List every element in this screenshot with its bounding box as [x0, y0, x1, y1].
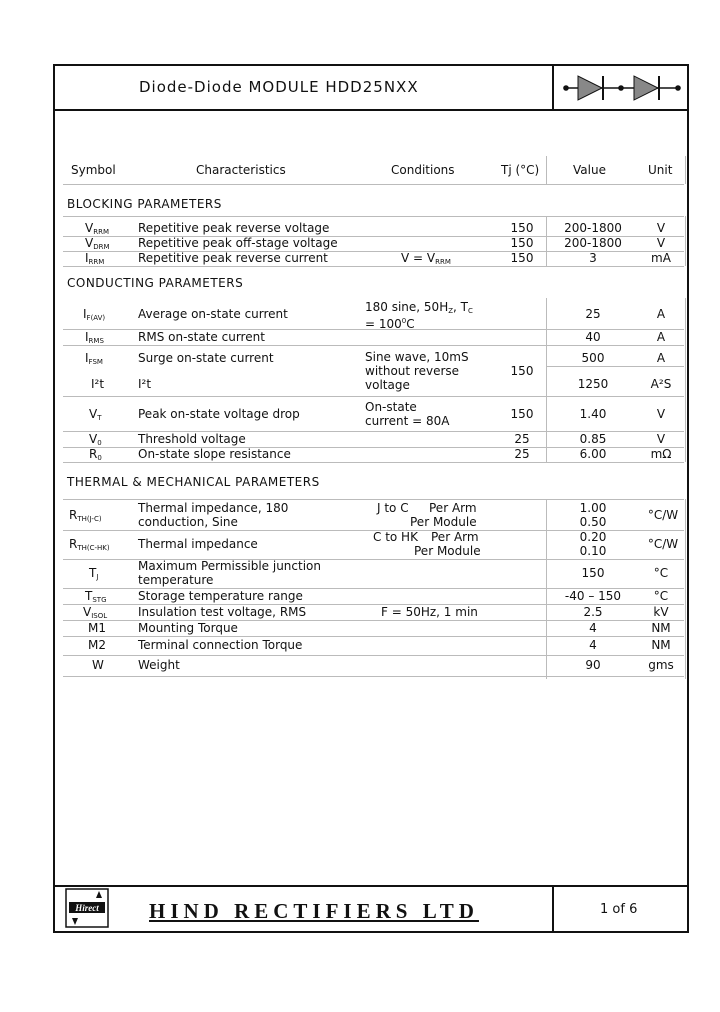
table-cell: 150: [510, 236, 534, 250]
sym-m2: M2: [88, 638, 106, 652]
table-cell: V: [656, 236, 666, 250]
table-cell: °C: [653, 566, 669, 580]
table-cell: 150: [510, 221, 534, 235]
table-cell: 200-1800: [564, 221, 622, 235]
table-cell: A²S: [650, 377, 672, 391]
footer-rule: [55, 885, 687, 887]
table-cell: 0.10: [579, 544, 607, 558]
col-conditions: Conditions: [391, 163, 455, 177]
sym-vrrm: $V_{RRM}$: [85, 221, 109, 236]
svg-text:Hirect: Hirect: [75, 903, 99, 913]
table-rule: [63, 636, 684, 637]
sym-irrm: $I_{RRM}$: [85, 251, 105, 266]
section-blocking: BLOCKING PARAMETERS: [67, 197, 222, 211]
table-cell: V: [656, 407, 666, 421]
table-cell: Storage temperature range: [138, 589, 303, 603]
table-cell: Mounting Torque: [138, 621, 238, 635]
company-name: HIND RECTIFIERS LTD: [149, 899, 479, 923]
table-cell: RMS on-state current: [138, 330, 265, 344]
table-cell: °C: [653, 589, 669, 603]
table-cell: On-state slope resistance: [138, 447, 291, 461]
table-cell: 1250: [577, 377, 609, 391]
table-cell: 6.00: [579, 447, 607, 461]
table-cell: V: [656, 432, 666, 446]
table-cell: Insulation test voltage, RMS: [138, 605, 307, 619]
table-cell: Per Arm: [429, 501, 477, 515]
table-cell: 90: [585, 658, 601, 672]
section-conducting: CONDUCTING PARAMETERS: [67, 276, 244, 290]
sym-vdrm: $V_{DRM}$: [85, 236, 110, 251]
table-cell: F = 50Hz, 1 min: [381, 605, 478, 619]
table-rule: [685, 156, 686, 184]
col-tj: Tj (°C): [501, 163, 540, 177]
table-cell: Per Arm: [431, 530, 479, 544]
table-rule: [685, 216, 686, 266]
table-cell: 150: [581, 566, 605, 580]
sym-r0: $R_0$: [89, 447, 102, 462]
table-rule: [63, 462, 684, 463]
table-cell: Repetitive peak reverse current: [138, 251, 328, 265]
page-title: Diode-Diode MODULE HDD25NXX: [139, 78, 419, 96]
table-rule: [546, 156, 547, 184]
table-cell: I²t: [138, 377, 152, 391]
sym-i2t: I²t: [91, 377, 105, 391]
table-cell: 150: [510, 407, 534, 421]
table-rule: [685, 499, 686, 679]
table-cell: voltage: [365, 378, 410, 392]
section-thermal: THERMAL & MECHANICAL PARAMETERS: [67, 475, 320, 489]
table-cell: kV: [653, 605, 669, 619]
table-cell: A: [656, 307, 666, 321]
table-cell: C to HK: [373, 530, 418, 544]
table-cell: Peak on-state voltage drop: [138, 407, 300, 421]
cond-ifav-2: = $100^0C$: [365, 317, 415, 331]
sym-vt: $V_T$: [89, 407, 102, 422]
table-cell: 2.5: [583, 605, 603, 619]
table-cell: Maximum Permissible junction: [138, 559, 321, 573]
table-cell: Thermal impedance, 180: [138, 501, 289, 515]
datasheet-frame: [53, 64, 689, 933]
table-rule: [685, 298, 686, 462]
table-cell: °C/W: [647, 508, 679, 522]
table-rule: [63, 266, 684, 267]
table-cell: 0.50: [579, 515, 607, 529]
sym-m1: M1: [88, 621, 106, 635]
sym-irms: $I_{RMS}$: [85, 330, 104, 345]
table-cell: NM: [651, 638, 671, 652]
table-cell: Average on-state current: [138, 307, 288, 321]
sym-rthjc: $R_{TH(J-C)}$: [69, 508, 102, 523]
sym-ifav: $I_{F(AV)}$: [83, 307, 106, 322]
table-cell: Repetitive peak off-stage voltage: [138, 236, 338, 250]
sym-visol: $V_{ISOL}$: [83, 605, 108, 620]
table-rule: [63, 216, 684, 217]
table-cell: Per Module: [414, 544, 481, 558]
table-cell: A: [656, 351, 666, 365]
table-cell: gms: [648, 658, 674, 672]
table-cell: 1.40: [579, 407, 607, 421]
table-cell: temperature: [138, 573, 214, 587]
sym-w: W: [92, 658, 104, 672]
page-number: 1 of 6: [600, 902, 638, 917]
table-cell: 25: [514, 447, 530, 461]
sym-ifsm: $I_{FSM}$: [85, 351, 103, 366]
header-rule: [55, 109, 687, 111]
sym-tj: $T_J$: [89, 566, 99, 581]
table-rule: [546, 366, 684, 367]
table-cell: Weight: [138, 658, 180, 672]
table-cell: 0.20: [579, 530, 607, 544]
table-cell: NM: [651, 621, 671, 635]
table-cell: 0.85: [579, 432, 607, 446]
col-unit: Unit: [648, 163, 673, 177]
table-cell: 500: [581, 351, 605, 365]
table-cell: -40 – 150: [564, 589, 622, 603]
table-cell: mΩ: [650, 447, 672, 461]
cond-irrm: $V = V_{RRM}$: [401, 251, 451, 266]
table-cell: Threshold voltage: [138, 432, 246, 446]
table-cell: 150: [510, 251, 534, 265]
table-cell: 3: [589, 251, 597, 265]
table-cell: Per Module: [410, 515, 477, 529]
table-rule: [63, 655, 684, 656]
table-cell: Terminal connection Torque: [138, 638, 303, 652]
table-cell: 200-1800: [564, 236, 622, 250]
sym-tstg: $T_{STG}$: [85, 589, 107, 604]
table-cell: 25: [585, 307, 601, 321]
table-cell: Repetitive peak reverse voltage: [138, 221, 330, 235]
table-cell: 40: [585, 330, 601, 344]
table-cell: Sine wave, 10mS: [365, 350, 469, 364]
table-rule: [63, 396, 684, 397]
col-value: Value: [573, 163, 606, 177]
table-cell: 150: [510, 364, 534, 378]
table-cell: 4: [589, 638, 597, 652]
table-cell: Surge on-state current: [138, 351, 274, 365]
hirect-logo-icon: [65, 888, 109, 928]
cond-ifav: 180 sine, $50H_Z$, $T_C$: [365, 300, 473, 315]
table-cell: current = 80A: [365, 414, 450, 428]
col-characteristics: Characteristics: [196, 163, 286, 177]
footer-divider: [552, 885, 554, 931]
header-divider: [552, 66, 554, 109]
col-symbol: Symbol: [71, 163, 116, 177]
diode-diode-symbol-icon: [560, 72, 684, 104]
table-cell: 25: [514, 432, 530, 446]
table-cell: conduction, Sine: [138, 515, 238, 529]
table-cell: J to C: [377, 501, 409, 515]
table-rule: [63, 499, 684, 500]
table-cell: without reverse: [365, 364, 460, 378]
table-cell: 4: [589, 621, 597, 635]
table-cell: mA: [651, 251, 671, 265]
table-cell: Thermal impedance: [138, 537, 258, 551]
sym-v0: $V_0$: [89, 432, 102, 447]
table-rule: [63, 676, 684, 677]
table-rule: [63, 184, 684, 185]
table-cell: 1.00: [579, 501, 607, 515]
sym-rthchk: $R_{TH(C-HK)}$: [69, 537, 110, 552]
table-cell: On-state: [365, 400, 417, 414]
table-cell: °C/W: [647, 537, 679, 551]
table-cell: A: [656, 330, 666, 344]
table-cell: V: [656, 221, 666, 235]
table-rule: [63, 345, 684, 346]
